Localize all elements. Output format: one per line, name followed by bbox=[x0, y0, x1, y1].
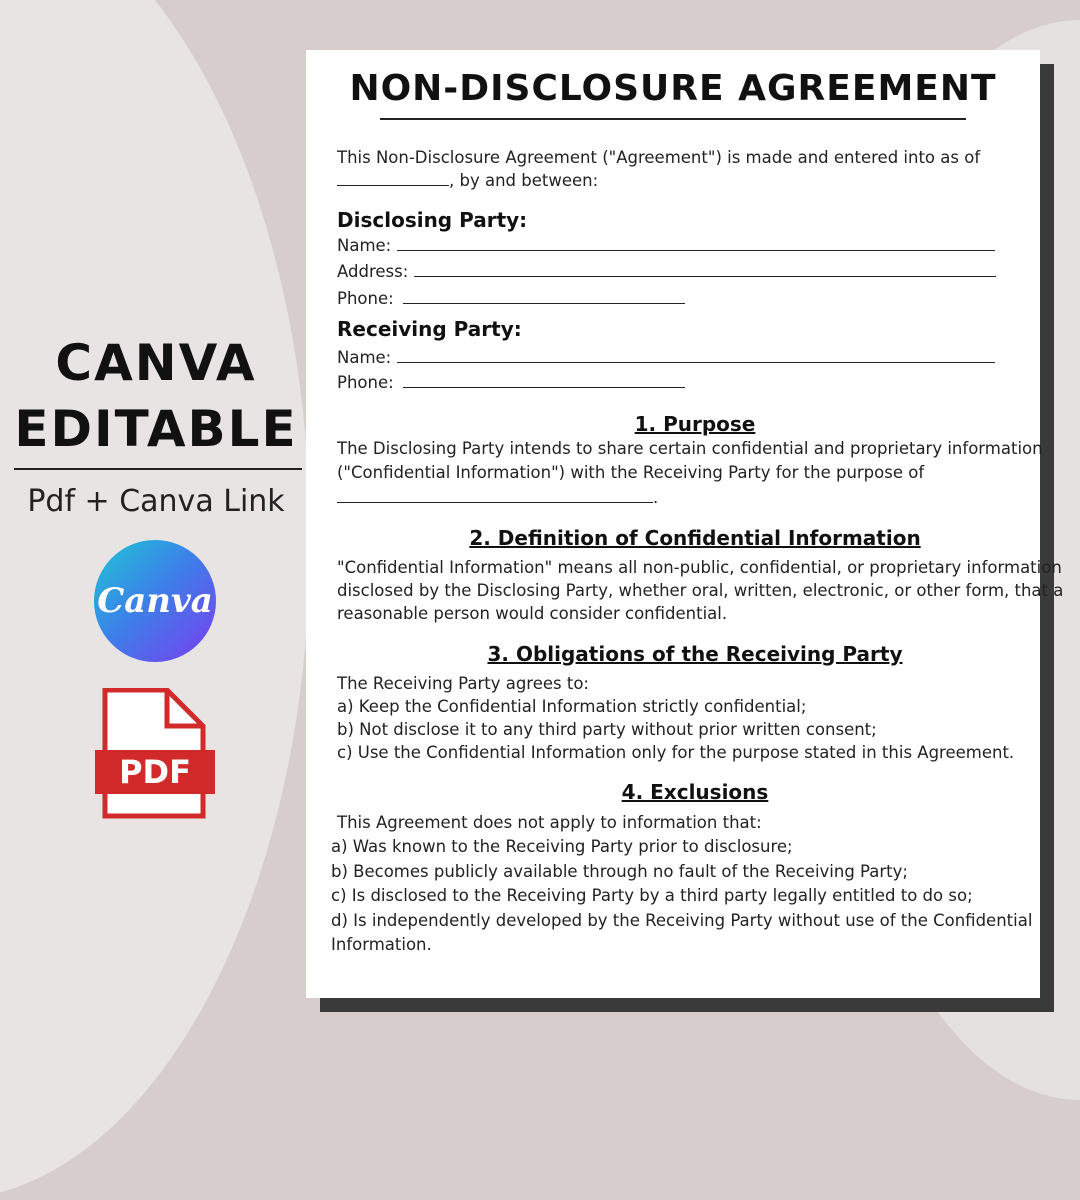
obligations-line1: The Receiving Party agrees to: bbox=[337, 674, 589, 693]
disclosing-address-field[interactable] bbox=[414, 260, 996, 277]
receiving-name-field[interactable] bbox=[397, 346, 995, 363]
disclosing-phone-label: Phone: bbox=[337, 289, 394, 308]
pdf-label: PDF bbox=[119, 753, 191, 791]
obligations-line3: b) Not disclose it to any third party without prior written consent; bbox=[337, 720, 877, 739]
obligations-heading: 3. Obligations of the Receiving Party bbox=[487, 642, 903, 666]
disclosing-name-field[interactable] bbox=[397, 234, 995, 251]
title-divider bbox=[380, 118, 966, 120]
disclosing-phone-row bbox=[337, 287, 685, 310]
definition-line3: reasonable person would consider confidential. bbox=[337, 604, 728, 623]
receiving-name-row bbox=[337, 346, 995, 369]
date-blank-field[interactable] bbox=[337, 169, 449, 186]
definition-heading: 2. Definition of Confidential Information bbox=[469, 526, 921, 550]
purpose-line2: ("Confidential Information") with the Receiving Party for the purpose of bbox=[337, 463, 925, 482]
disclosing-address-label: Address: bbox=[337, 262, 409, 281]
definition-line1: "Confidential Information" means all non-public, confidential, or proprietary information bbox=[337, 558, 1062, 577]
definition-line2: disclosed by the Disclosing Party, whether oral, written, electronic, or other form, that a bbox=[337, 581, 1064, 600]
document-page bbox=[306, 50, 1064, 998]
exclusions-line1: This Agreement does not apply to information that: bbox=[337, 813, 762, 832]
exclusions-heading: 4. Exclusions bbox=[621, 780, 769, 804]
receiving-name-label: Name: bbox=[337, 348, 392, 367]
canva-logo-text: Canva bbox=[97, 581, 213, 621]
obligations-line4: c) Use the Confidential Information only for the purpose stated in this Agreement. bbox=[337, 743, 1015, 762]
disclosing-party-heading: Disclosing Party: bbox=[337, 208, 528, 232]
exclusions-line5: d) Is independently developed by the Receiving Party without use of the Confidential bbox=[331, 911, 1033, 930]
receiving-phone-field[interactable] bbox=[403, 371, 685, 388]
receiving-phone-row bbox=[337, 371, 685, 394]
disclosing-name-label: Name: bbox=[337, 236, 392, 255]
exclusions-line6: Information. bbox=[331, 935, 432, 954]
exclusions-line4: c) Is disclosed to the Receiving Party by a third party legally entitled to do so; bbox=[331, 886, 973, 905]
intro-line1: This Non-Disclosure Agreement ("Agreement") is made and entered into as of bbox=[337, 148, 981, 167]
promo-panel bbox=[0, 330, 312, 519]
promo-title-line1: CANVA bbox=[55, 334, 257, 392]
document-title: NON-DISCLOSURE AGREEMENT bbox=[349, 68, 997, 109]
disclosing-phone-field[interactable] bbox=[403, 287, 685, 304]
purpose-line1: The Disclosing Party intends to share certain confidential and proprietary information bbox=[337, 439, 1043, 458]
exclusions-line2: a) Was known to the Receiving Party prior to disclosure; bbox=[331, 837, 793, 856]
promo-divider bbox=[14, 468, 302, 470]
disclosing-name-row bbox=[337, 234, 995, 257]
promo-title-line2: EDITABLE bbox=[14, 400, 298, 458]
canva-logo-icon bbox=[94, 540, 216, 662]
receiving-party-heading: Receiving Party: bbox=[337, 317, 522, 341]
disclosing-address-row bbox=[337, 260, 996, 283]
purpose-heading: 1. Purpose bbox=[634, 412, 756, 436]
receiving-phone-label: Phone: bbox=[337, 373, 394, 392]
obligations-line2: a) Keep the Confidential Information strictly confidential; bbox=[337, 697, 807, 716]
intro-line2-row bbox=[337, 169, 598, 192]
promo-subtitle: Pdf + Canva Link bbox=[27, 484, 285, 519]
exclusions-line3: b) Becomes publicly available through no fault of the Receiving Party; bbox=[331, 862, 908, 881]
purpose-line3-row bbox=[337, 486, 658, 509]
intro-line2: , by and between: bbox=[449, 171, 599, 190]
purpose-line3-end: . bbox=[653, 488, 659, 507]
purpose-blank-field[interactable] bbox=[337, 486, 653, 503]
